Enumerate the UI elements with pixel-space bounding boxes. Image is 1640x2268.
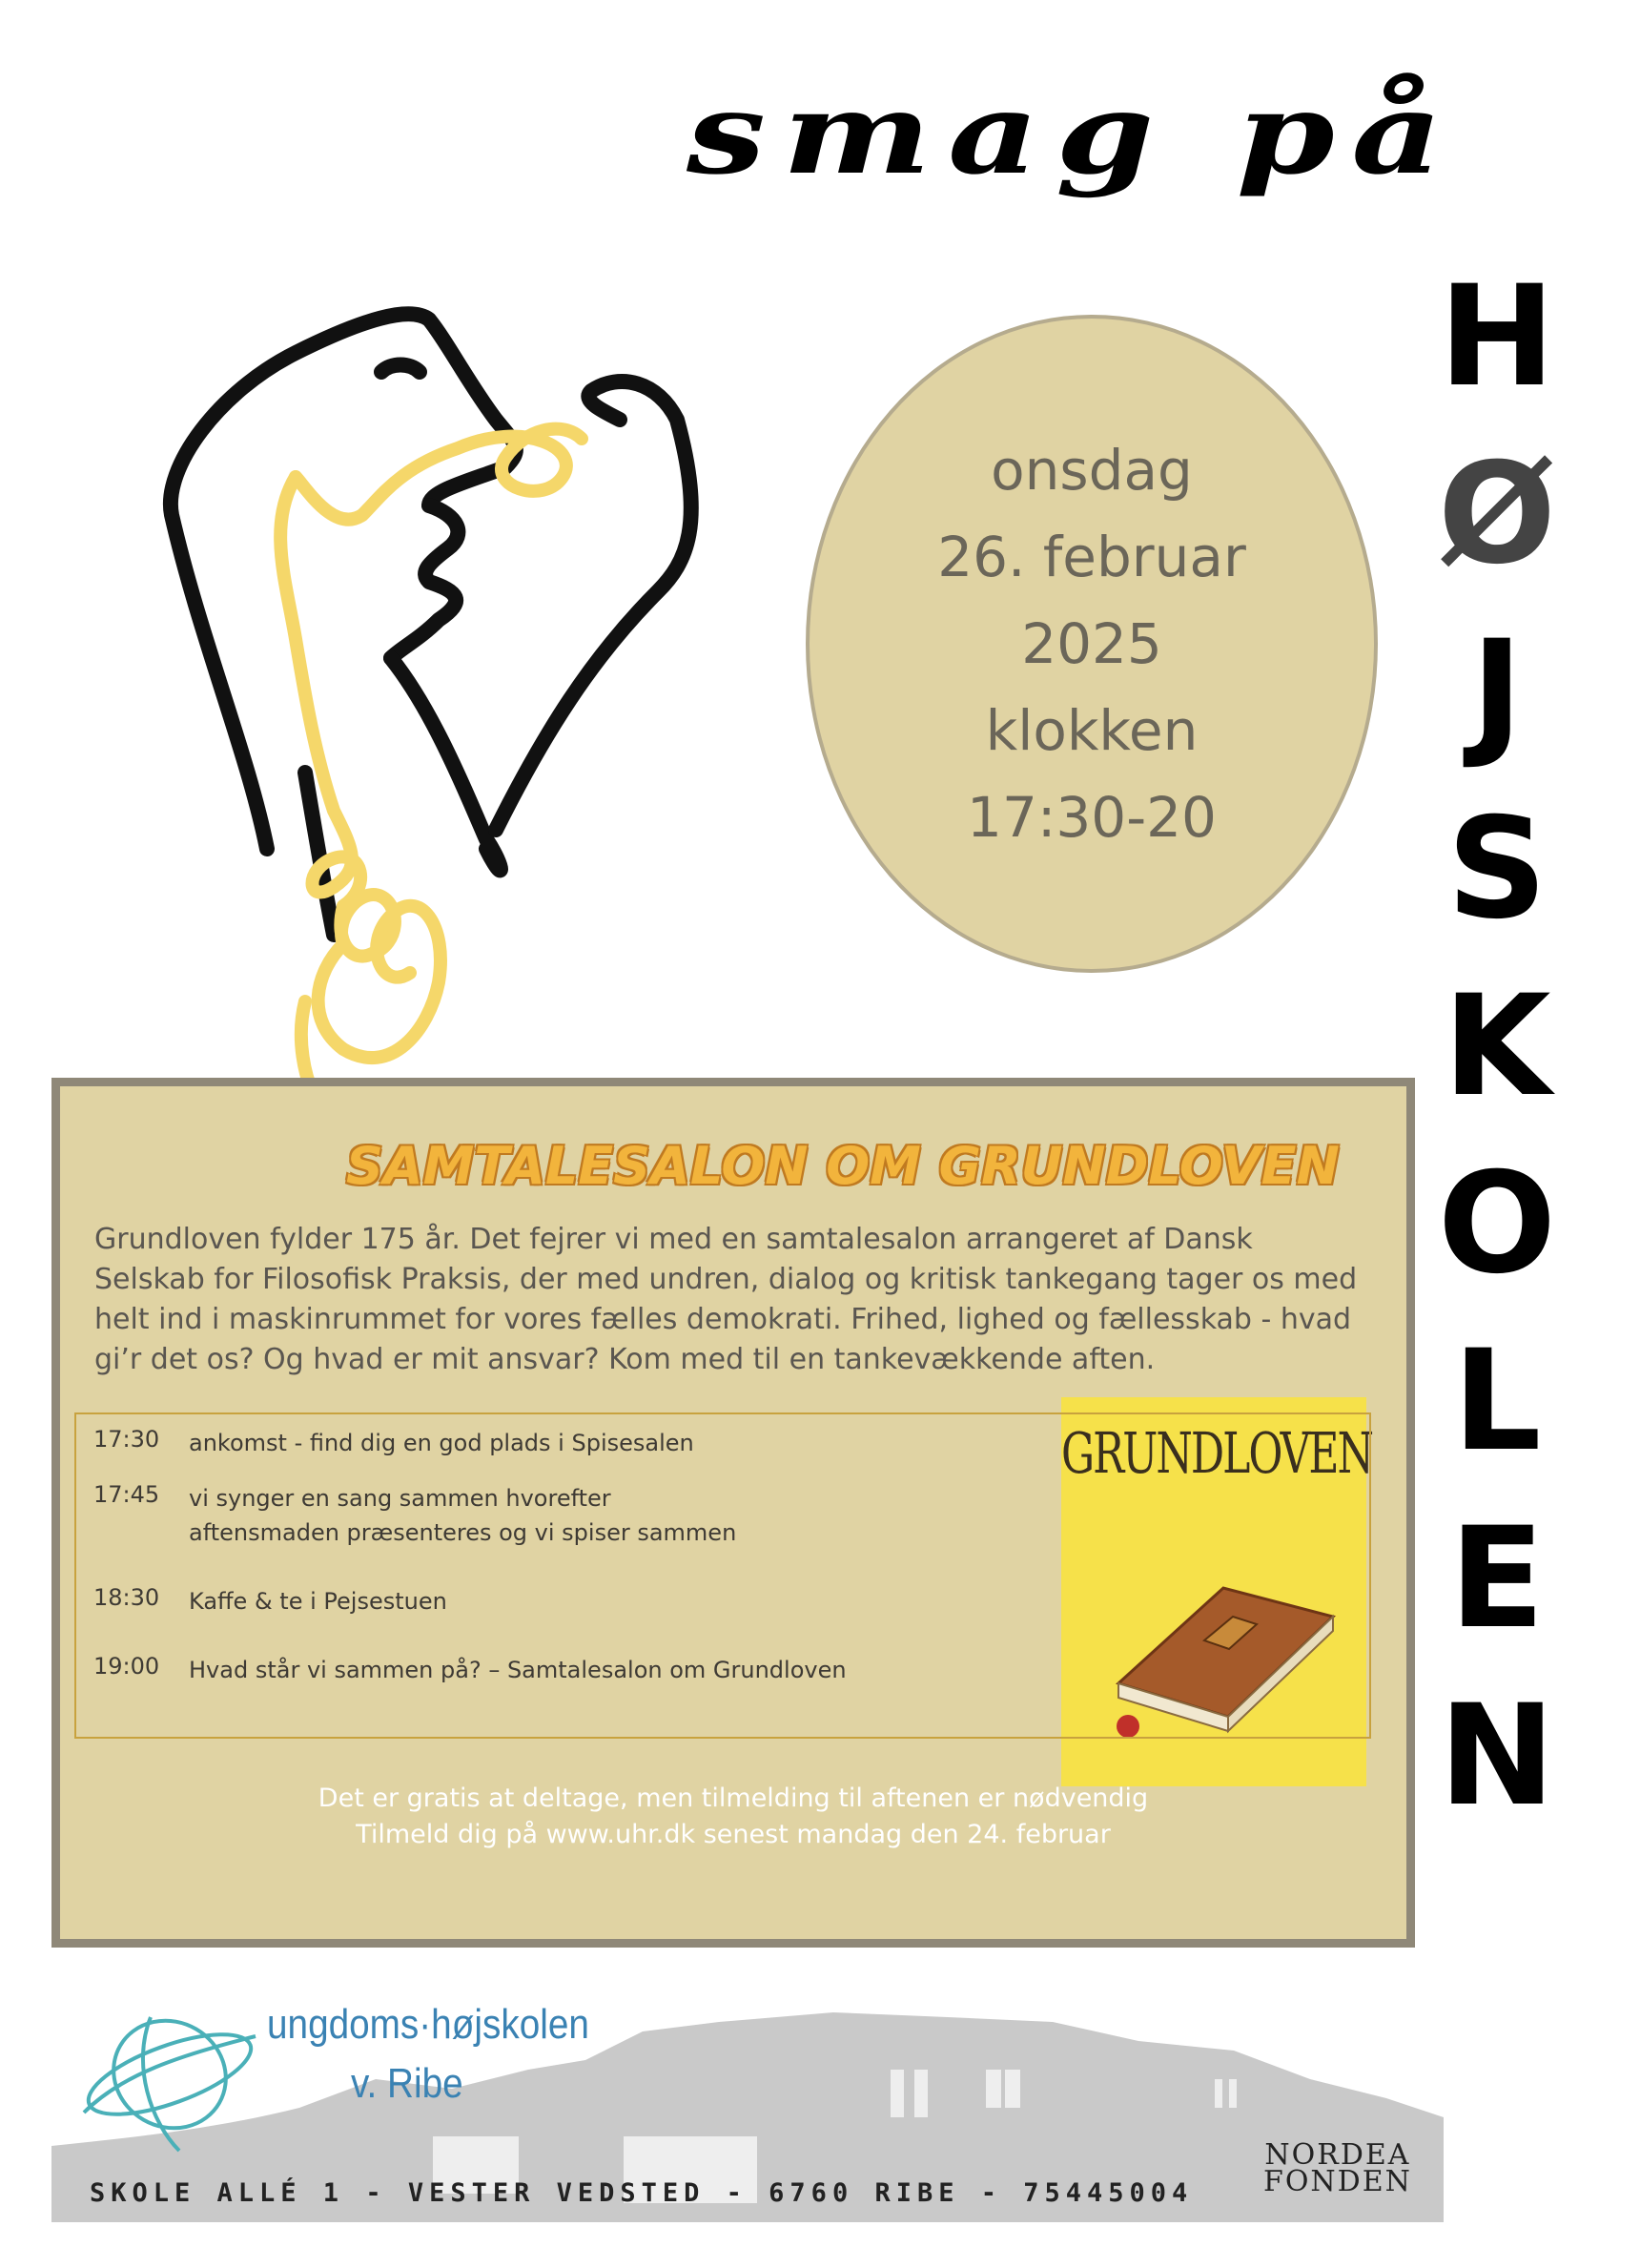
logo-text-bottom: v. Ribe <box>351 2060 463 2107</box>
logo-text-top: ungdoms·højskolen <box>267 2001 589 2048</box>
vertical-letter: H <box>1438 256 1556 418</box>
schedule-row <box>93 1584 447 1619</box>
school-logo-icon <box>65 1998 275 2160</box>
vertical-title <box>1430 256 1564 1864</box>
schedule-time: 17:30 <box>93 1426 160 1453</box>
date-time: 17:30-20 <box>967 784 1217 850</box>
vertical-letter: E <box>1449 1497 1545 1660</box>
schedule-time: 17:45 <box>93 1481 160 1508</box>
vertical-letter: J <box>1470 610 1524 773</box>
figure-drawing <box>143 277 763 1097</box>
date-day: 26. februar <box>937 524 1246 589</box>
vertical-letter: O <box>1437 1143 1557 1305</box>
schedule-desc: aftensmaden præsenteres og vi spiser sammen <box>189 1519 737 1546</box>
vertical-letter: Ø <box>1437 433 1557 595</box>
info-panel <box>51 1078 1415 1948</box>
schedule-desc: ankomst - find dig en god plads i Spisesalen <box>189 1430 694 1456</box>
schedule-row <box>93 1481 736 1550</box>
schedule-desc: vi synger en sang sammen hvorefter <box>189 1485 611 1512</box>
intro-text: Grundloven fylder 175 år. Det fejrer vi med en samtalesalon arrangeret af Dansk Selskab for Filosofisk Praksis, der med undren, dialog og kritisk tankegang tager os med helt ind i maskinrummet for vores fælles demokrati. Frihed, lighed og fællesskab - hvad gi’r det os? Og hvad er mit ansvar? Kom med til en tankevækkende aften. <box>94 1223 1358 1376</box>
schedule-time: 18:30 <box>93 1584 160 1611</box>
book-title: GRUNDLOVEN <box>1061 1421 1373 1487</box>
vertical-letter: S <box>1446 788 1548 950</box>
vertical-letter: N <box>1438 1675 1556 1837</box>
sponsor-line: FONDEN <box>1263 2165 1412 2198</box>
schedule-row <box>93 1426 694 1460</box>
schedule-box <box>74 1412 1371 1739</box>
schedule-time: 19:00 <box>93 1653 160 1680</box>
registration-note <box>60 1781 1406 1853</box>
schedule-desc: Kaffe & te i Pejsestuen <box>189 1588 447 1615</box>
salon-title: SAMTALESALON OM GRUNDLOVEN <box>346 1136 1340 1196</box>
address-line: SKOLE ALLÉ 1 - VESTER VEDSTED - 6760 RIBE - 75445004 <box>90 2178 1194 2208</box>
headline: smag på <box>687 67 1460 199</box>
date-year: 2025 <box>1021 610 1162 676</box>
registration-line: Det er gratis at deltage, men tilmelding til aftenen er nødvendig <box>318 1783 1149 1813</box>
date-weekday: onsdag <box>991 437 1193 503</box>
sponsor-logo <box>1263 2138 1412 2198</box>
schedule-row <box>93 1653 847 1687</box>
date-label: klokken <box>985 697 1199 763</box>
vertical-letter: K <box>1443 965 1551 1127</box>
date-oval <box>806 315 1378 973</box>
sponsor-line: NORDEA <box>1264 2138 1411 2172</box>
registration-line: Tilmeld dig på www.uhr.dk senest mandag den 24. februar <box>356 1820 1111 1849</box>
schedule-desc: Hvad står vi sammen på? – Samtalesalon om Grundloven <box>189 1657 847 1683</box>
vertical-letter: L <box>1452 1320 1542 1482</box>
